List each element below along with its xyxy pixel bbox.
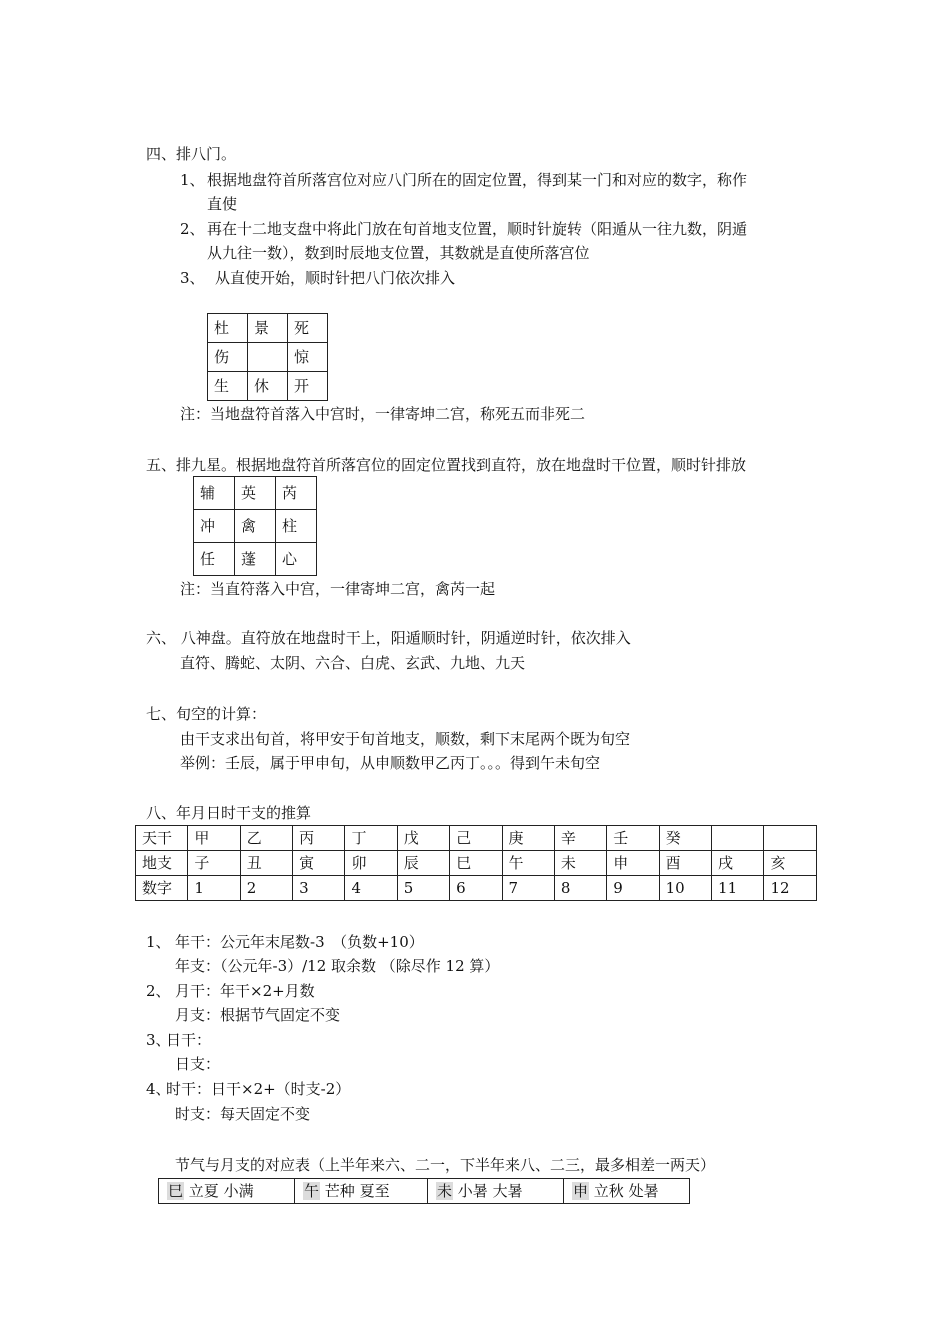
grid-cell: 冲 [194,510,235,543]
terms-label: 小暑 大暑 [457,1182,523,1200]
table-cell: 寅 [293,851,345,876]
table-row [136,826,817,851]
row-header-cell: 地支 [136,851,188,876]
ganzhi-table [135,825,817,901]
branch-label: 申 [573,1182,589,1200]
jieqi-cell [295,1179,428,1204]
jieqi-table [158,1178,690,1204]
table-cell: 9 [607,876,659,901]
jieqi-cell [159,1179,295,1204]
grid-cell: 蓬 [235,543,276,576]
formula-line: 年干：公元年末尾数-3 （负数+10） [175,933,424,951]
formula-line: 月支：根据节气固定不变 [175,1006,341,1024]
note: 注：当地盘符首落入中宫时，一律寄坤二宫，称死五而非死二 [180,405,586,423]
item-number: 1、 [146,933,171,951]
table-cell: 未 [554,851,606,876]
table-cell: 4 [345,876,397,901]
table-cell: 丙 [293,826,345,851]
paragraph-line: 从九往一数），数到时辰地支位置，其数就是直使所落宫位 [207,244,590,262]
table-cell: 丁 [345,826,397,851]
grid-cell: 休 [248,372,288,401]
paragraph-line: 从直使开始，顺时针把八门依次排入 [215,269,456,287]
grid-cell: 英 [235,477,276,510]
eight-gates-grid [207,313,328,401]
section-8-title: 八、年月日时干支的推算 [146,804,312,822]
table-cell: 戊 [397,826,449,851]
table-cell: 7 [502,876,554,901]
grid-cell: 杜 [208,314,248,343]
branch-label: 巳 [168,1182,184,1200]
formula-line: 时支：每天固定不变 [175,1105,311,1123]
table-cell [712,826,764,851]
table-cell: 卯 [345,851,397,876]
grid-cell: 柱 [276,510,317,543]
table-cell: 乙 [240,826,292,851]
item-number: 2、 [180,220,205,238]
terms-label: 立夏 小满 [188,1182,254,1200]
paragraph-line: 直符、腾蛇、太阴、六合、白虎、玄武、九地、九天 [180,654,526,672]
table-cell: 3 [293,876,345,901]
table-cell: 申 [607,851,659,876]
grid-cell: 生 [208,372,248,401]
grid-cell: 辅 [194,477,235,510]
section-7-title: 七、旬空的计算： [146,705,267,723]
item-number: 2、 [146,982,171,1000]
table-cell: 癸 [659,826,711,851]
branch-label: 未 [437,1182,453,1200]
formula-line: 日干： [166,1031,212,1049]
table-row [136,851,817,876]
table-cell: 辰 [397,851,449,876]
table-cell: 8 [554,876,606,901]
grid-cell: 心 [276,543,317,576]
table-cell: 午 [502,851,554,876]
table-cell: 壬 [607,826,659,851]
grid-cell: 惊 [288,343,328,372]
formula-line: 日支： [175,1055,221,1073]
table-cell: 丑 [240,851,292,876]
grid-cell [248,343,288,372]
grid-cell: 景 [248,314,288,343]
table-cell: 6 [450,876,502,901]
branch-label: 午 [304,1182,320,1200]
item-number: 3、 [180,269,205,287]
table-cell: 酉 [659,851,711,876]
table-cell: 5 [397,876,449,901]
formula-line: 时干：日干×2+（时支-2） [166,1080,351,1098]
section-6-title: 六、 八神盘。直符放在地盘时干上，阳遁顺时针，阴遁逆时针，依次排入 [146,629,631,647]
table-cell: 戌 [712,851,764,876]
section-5-title: 五、排九星。根据地盘符首所落宫位的固定位置找到直符，放在地盘时干位置，顺时针排放 [146,456,747,474]
jieqi-cell [564,1179,690,1204]
terms-label: 立秋 处暑 [593,1182,659,1200]
grid-cell: 开 [288,372,328,401]
table-cell: 庚 [502,826,554,851]
row-header-cell: 数字 [136,876,188,901]
paragraph-line: 举例：壬辰，属于甲申旬，从申顺数甲乙丙丁。。。得到午未旬空 [180,754,601,772]
jieqi-title: 节气与月支的对应表（上半年来六、二一，下半年来八、二三，最多相差一两天） [175,1156,716,1174]
table-cell: 10 [659,876,711,901]
formula-line: 月干：年干×2+月数 [175,982,315,1000]
table-cell: 12 [764,876,817,901]
formula-line: 年支：（公元年-3）/12 取余数 （除尽作 12 算） [175,957,500,975]
item-number: 4、 [146,1080,171,1098]
table-cell: 子 [188,851,240,876]
table-cell: 2 [240,876,292,901]
table-cell: 巳 [450,851,502,876]
grid-cell: 禽 [235,510,276,543]
paragraph-line: 直使 [207,195,238,213]
paragraph-line: 再在十二地支盘中将此门放在旬首地支位置，顺时针旋转（阳遁从一往九数，阴遁 [207,220,748,238]
item-number: 3、 [146,1031,171,1049]
table-cell: 亥 [764,851,817,876]
table-cell: 己 [450,826,502,851]
section-4-title: 四、排八门。 [146,145,237,163]
grid-cell: 死 [288,314,328,343]
paragraph-line: 由干支求出旬首，将甲安于旬首地支，顺数，剩下末尾两个既为旬空 [180,730,631,748]
paragraph-line: 根据地盘符首所落宫位对应八门所在的固定位置，得到某一门和对应的数字，称作 [207,171,748,189]
item-number: 1、 [180,171,205,189]
grid-cell: 芮 [276,477,317,510]
table-cell: 11 [712,876,764,901]
grid-cell: 任 [194,543,235,576]
table-cell: 1 [188,876,240,901]
terms-label: 芒种 夏至 [324,1182,390,1200]
table-cell: 辛 [554,826,606,851]
grid-cell: 伤 [208,343,248,372]
jieqi-cell [428,1179,564,1204]
table-cell: 甲 [188,826,240,851]
row-header-cell: 天干 [136,826,188,851]
table-cell [764,826,817,851]
table-row [136,876,817,901]
note: 注：当直符落入中宫，一律寄坤二宫，禽芮一起 [180,580,496,598]
nine-stars-grid [193,476,317,576]
